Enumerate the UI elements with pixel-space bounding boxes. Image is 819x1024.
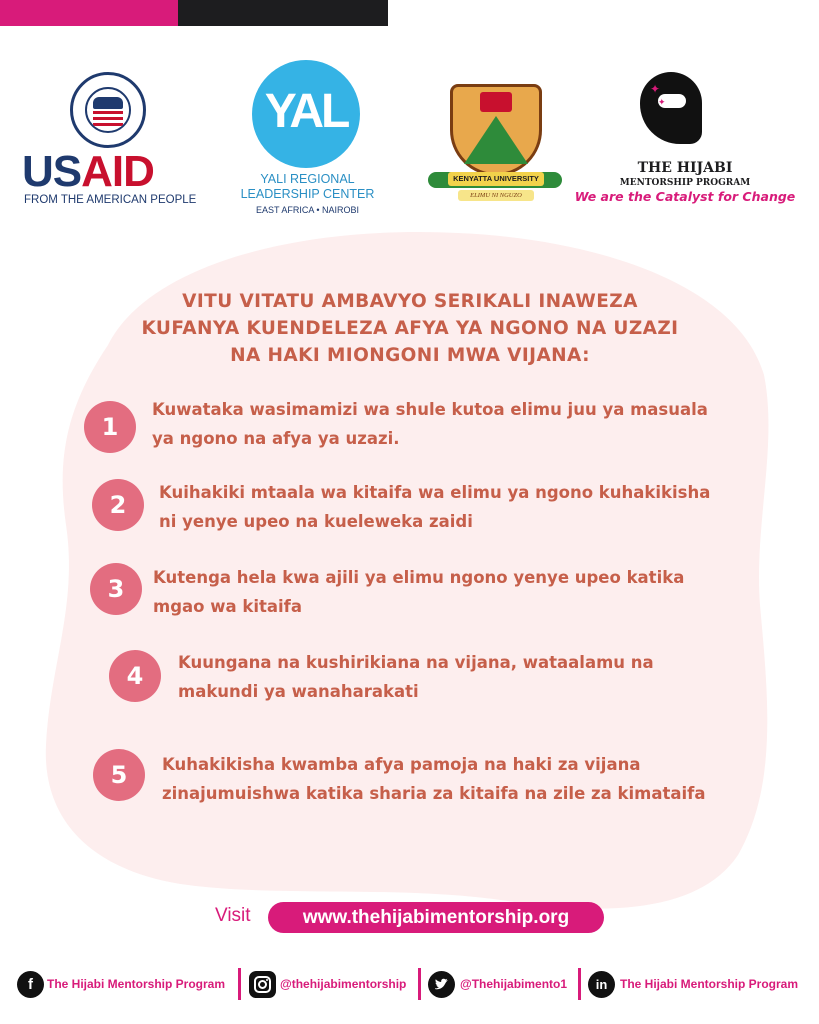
crest-book-icon — [480, 92, 512, 112]
twitter-icon[interactable] — [428, 971, 455, 998]
hijabi-subtitle: MENTORSHIP PROGRAM — [619, 178, 751, 188]
usaid-seal-icon — [70, 72, 146, 148]
yali-letters: YAL — [264, 85, 348, 138]
crest-mountain-icon — [464, 116, 528, 164]
visit-label: Visit — [215, 905, 251, 926]
linkedin-link[interactable]: The Hijabi Mentorship Program — [620, 977, 799, 991]
list-item: Kuhakikisha kwamba afya pamoja na haki za vijana zinajumuishwa katika sharia za kitaifa na zile za kimataifa — [162, 755, 706, 803]
footer-divider — [418, 968, 421, 1000]
heading-line1: VITU VITATU AMBAVYO SERIKALI INAWEZA — [182, 291, 638, 312]
sparkle-icon: ✦ — [658, 98, 666, 108]
top-pink-bar — [0, 0, 178, 26]
item-number-2: 2 — [92, 479, 144, 531]
main-heading — [80, 288, 740, 369]
instagram-link[interactable]: @thehijabimentorship — [280, 977, 407, 991]
item-number-5: 5 — [93, 749, 145, 801]
instagram-icon[interactable] — [249, 971, 276, 998]
facebook-link[interactable]: The Hijabi Mentorship Program — [47, 977, 226, 991]
list-item: Kuungana na kushirikiana na vijana, wataalamu na makundi ya wanaharakati — [178, 653, 654, 701]
usaid-logo — [22, 72, 197, 212]
social-footer — [0, 968, 819, 1002]
twitter-link[interactable]: @Thehijabimento1 — [460, 977, 568, 991]
hijabi-tagline: We are the Catalyst for Change — [574, 189, 796, 204]
heading-line2: KUFANYA KUENDELEZA AFYA YA NGONO NA UZAZI — [141, 318, 679, 339]
footer-divider — [578, 968, 581, 1000]
hijabi-title: THE HIJABI — [637, 160, 733, 176]
list-item: Kuihakiki mtaala wa kitaifa wa elimu ya ngono kuhakikisha ni yenye upeo na kueleweka zaidi — [159, 483, 711, 531]
crest-motto: ELIMU NI NGUZO — [458, 190, 534, 201]
kenyatta-university-crest — [428, 76, 562, 208]
footer-divider — [238, 968, 241, 1000]
usaid-tagline: FROM THE AMERICAN PEOPLE — [24, 194, 197, 206]
item-number-4: 4 — [109, 650, 161, 702]
usaid-wordmark: USAID — [22, 147, 154, 196]
yali-logo — [240, 60, 375, 220]
list-item: Kuwataka wasimamizi wa shule kutoa elimu juu ya masuala ya ngono na afya ya uzazi. — [152, 400, 708, 448]
list-item: Kutenga hela kwa ajili ya elimu ngono yenye upeo katika mgao wa kitaifa — [153, 568, 685, 616]
hijabi-logo — [574, 68, 796, 210]
linkedin-icon[interactable]: in — [588, 971, 615, 998]
crest-name: KENYATTA UNIVERSITY — [448, 172, 544, 186]
yali-line1: YALI REGIONAL — [260, 172, 355, 186]
yali-line3: EAST AFRICA • NAIROBI — [255, 205, 359, 215]
top-black-bar — [178, 0, 388, 26]
website-link[interactable]: www.thehijabimentorship.org — [268, 902, 604, 933]
heading-line3: NA HAKI MIONGONI MWA VIJANA: — [230, 345, 590, 366]
facebook-icon[interactable]: f — [17, 971, 44, 998]
item-number-3: 3 — [90, 563, 142, 615]
item-number-1: 1 — [84, 401, 136, 453]
yali-line2: LEADERSHIP CENTER — [240, 187, 375, 201]
sparkle-icon: ✦ — [650, 82, 661, 96]
